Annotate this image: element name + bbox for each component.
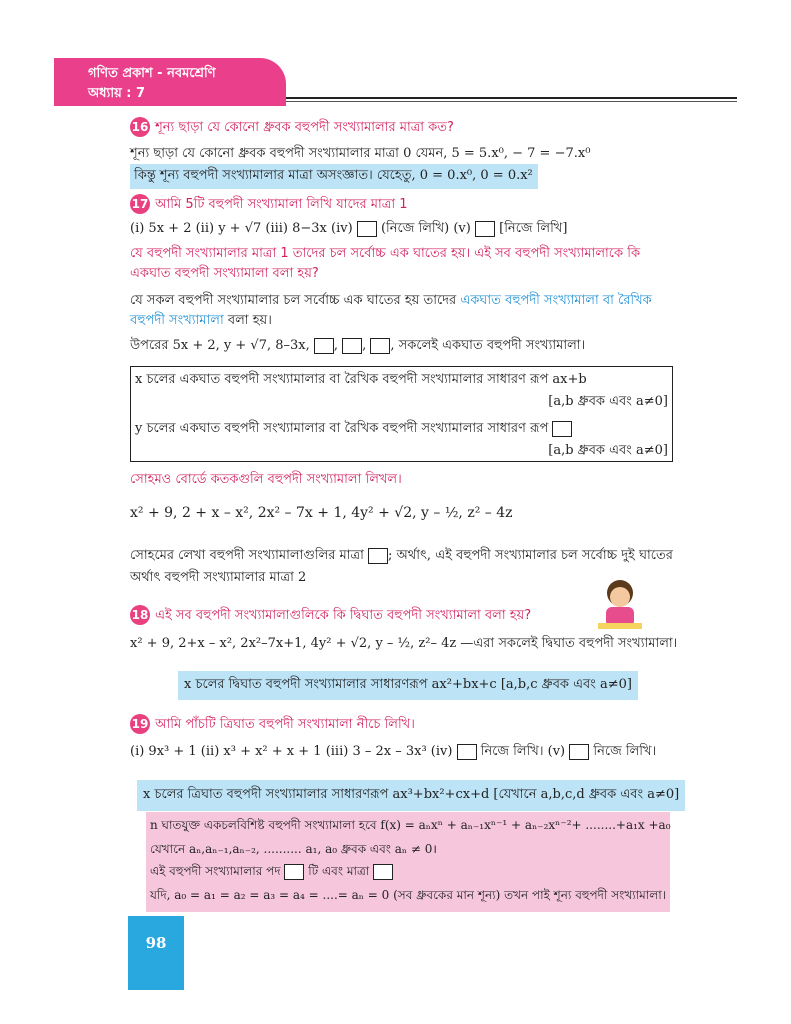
- answer-term: একঘাত বহুপদী সংখ্যামালা বা রৈখিক বহুপদী সংখ্যামালা: [130, 293, 652, 328]
- chapter-label: অধ্যায় : 7: [88, 86, 146, 101]
- blank-box[interactable]: [457, 744, 477, 760]
- q17-pink-question: যে বহুপদী সংখ্যামালার মাত্রা 1 তাদের চল সর্বোচ্চ এক ঘাতের হয়। এই সব বহুপদী সংখ্যামালাকে কি একঘাত বহুপদী সংখ্যামালা বলা হয়?: [130, 246, 641, 281]
- box-line: x চলের একঘাত বহুপদী সংখ্যামালার বা রৈখিক বহুপদী সংখ্যামালার সাধারণ রূপ ax+b: [135, 372, 587, 387]
- header-rule-thin: [286, 101, 737, 102]
- blank-box[interactable]: [475, 221, 495, 237]
- q19-highlight: x চলের ত্রিঘাত বহুপদী সংখ্যামালার সাধারণরূপ ax³+bx²+cx+d [যেখানে a,b,c,d ধ্রুবক এবং a≠0]: [137, 780, 685, 811]
- question-text: শূন্য ছাড়া যে কোনো ধ্রুবক বহুপদী সংখ্যামালার মাত্রা কত?: [155, 120, 454, 135]
- linear-definition-box: [130, 366, 673, 462]
- examples-text: নিজে লিখি।: [593, 744, 657, 759]
- question-text: আমি 5টি বহুপদী সংখ্যামালা লিখি যাদের মাত্রা 1: [155, 197, 408, 212]
- question-text: এই সব বহুপদী সংখ্যামালাগুলিকে কি দ্বিঘাত বহুপদী সংখ্যামালা বলা হয়?: [155, 608, 532, 623]
- blank-box[interactable]: [284, 864, 304, 880]
- book-title: গণিত প্রকাশ - নবমশ্রেণি: [88, 66, 216, 81]
- general-text: টি এবং মাত্রা: [308, 864, 370, 878]
- general-line: যেখানে aₙ,aₙ₋₁,aₙ₋₂, .......... a₁, a₀ ধ্রুবক এবং aₙ ≠ 0।: [150, 842, 437, 856]
- general-line: n ঘাতযুক্ত একচলবিশিষ্ট বহুপদী সংখ্যামালা হবে f(x) = aₙxⁿ + aₙ₋₁xⁿ⁻¹ + aₙ₋₂xⁿ⁻²+ ........+a₁x +a₀: [150, 818, 671, 832]
- question-18: [130, 604, 531, 627]
- question-17: [130, 193, 408, 216]
- q18-highlight: x চলের দ্বিঘাত বহুপদী সংখ্যামালার সাধারণরূপ ax²+bx+c [a,b,c ধ্রুবক এবং a≠0]: [178, 671, 638, 700]
- degree-line-2: অর্থাৎ বহুপদী সংখ্যামালার মাত্রা 2: [130, 570, 307, 585]
- page-number-tab: [128, 916, 184, 990]
- degree-line: [130, 546, 673, 567]
- question-number: 19: [130, 714, 150, 734]
- polynomial-list: x² + 9, 2 + x – x², 2x² – 7x + 1, 4y² + √2, y – ½, z² – 4z: [130, 505, 513, 521]
- blank-box[interactable]: [370, 338, 390, 354]
- page-number: 98: [145, 934, 167, 952]
- above-text: উপরের 5x + 2, y + √7, 8–3x,: [130, 338, 310, 353]
- blank-box[interactable]: [342, 338, 362, 354]
- examples-text: (i) 9x³ + 1 (ii) x³ + x² + x + 1 (iii) 3 – 2x – 3x³ (iv): [130, 744, 453, 759]
- examples-text: নিজে লিখি। (v): [480, 744, 566, 759]
- q16-highlight: কিন্তু শূন্য বহুপদী সংখ্যামালার মাত্রা অসংজ্ঞাত। যেহেতু, 0 = 0.x⁰, 0 = 0.x²: [130, 164, 538, 189]
- question-number: 18: [130, 605, 150, 625]
- blank-box[interactable]: [569, 744, 589, 760]
- answer-text: যে সকল বহুপদী সংখ্যামালার চল সর্বোচ্চ এক ঘাতের হয় তাদের: [130, 293, 461, 308]
- general-polynomial-box: [146, 812, 670, 912]
- chapter-header-tab: [54, 58, 286, 106]
- box-line: [a,b ধ্রুবক এবং a≠0]: [548, 443, 668, 458]
- general-line: [150, 863, 393, 883]
- box-line: [a,b ধ্রুবক এবং a≠0]: [548, 394, 668, 409]
- blank-box[interactable]: [314, 338, 334, 354]
- answer-text: বলা হয়।: [223, 313, 272, 328]
- examples-text: [নিজে লিখি]: [499, 221, 568, 236]
- blank-box[interactable]: [368, 548, 388, 564]
- q19-examples: [130, 742, 656, 763]
- question-number: 16: [130, 117, 150, 137]
- examples-text: (নিজে লিখি) (v): [380, 221, 471, 236]
- child-illustration: [590, 575, 650, 633]
- degree-text: ; অর্থাৎ, এই বহুপদী সংখ্যামালার চল সর্বোচ্চ দুই ঘাতের: [388, 548, 673, 563]
- q17-answer: [130, 291, 675, 331]
- q18-line: x² + 9, 2+x – x², 2x²–7x+1, 4y² + √2, y – ½, z²– 4z —এরা সকলেই দ্বিঘাত বহুপদী সংখ্যামালা।: [130, 636, 678, 651]
- q17-examples: [130, 219, 567, 240]
- box-line: [135, 419, 572, 440]
- blank-box[interactable]: [357, 221, 377, 237]
- box-text: y চলের একঘাত বহুপদী সংখ্যামালার বা রৈখিক বহুপদী সংখ্যামালার সাধারণ রূপ: [135, 421, 549, 436]
- above-text: সকলেই একঘাত বহুপদী সংখ্যামালা।: [398, 338, 586, 353]
- q17-above: উপরের 5x + 2, y + √7, 8–3x, , , , সকলেই একঘাত বহুপদী সংখ্যামালা।: [130, 338, 586, 353]
- question-19: [130, 713, 415, 736]
- q16-line: শূন্য ছাড়া যে কোনো ধ্রুবক বহুপদী সংখ্যামালার মাত্রা 0 যেমন, 5 = 5.x⁰, − 7 = −7.x⁰: [130, 146, 591, 161]
- question-text: আমি পাঁচটি ত্রিঘাত বহুপদী সংখ্যামালা নীচে লিখি।: [155, 717, 415, 732]
- question-16: [130, 116, 454, 139]
- examples-text: (i) 5x + 2 (ii) y + √7 (iii) 8−3x (iv): [130, 221, 353, 236]
- general-line: যদি, a₀ = a₁ = a₂ = a₃ = a₄ = ....= aₙ = 0 (সব ধ্রুবকের মান শূন্য) তখন পাই শূন্য বহুপদী সংখ্যামালা।: [150, 888, 667, 902]
- header-rule: [286, 97, 737, 99]
- blank-box[interactable]: [552, 421, 572, 437]
- soham-line: সোহমও বোর্ডে কতকগুলি বহুপদী সংখ্যামালা লিখল।: [130, 472, 402, 487]
- question-number: 17: [130, 194, 150, 214]
- blank-box[interactable]: [373, 864, 393, 880]
- degree-text: সোহমের লেখা বহুপদী সংখ্যামালাগুলির মাত্রা: [130, 548, 364, 563]
- general-text: এই বহুপদী সংখ্যামালার পদ: [150, 864, 281, 878]
